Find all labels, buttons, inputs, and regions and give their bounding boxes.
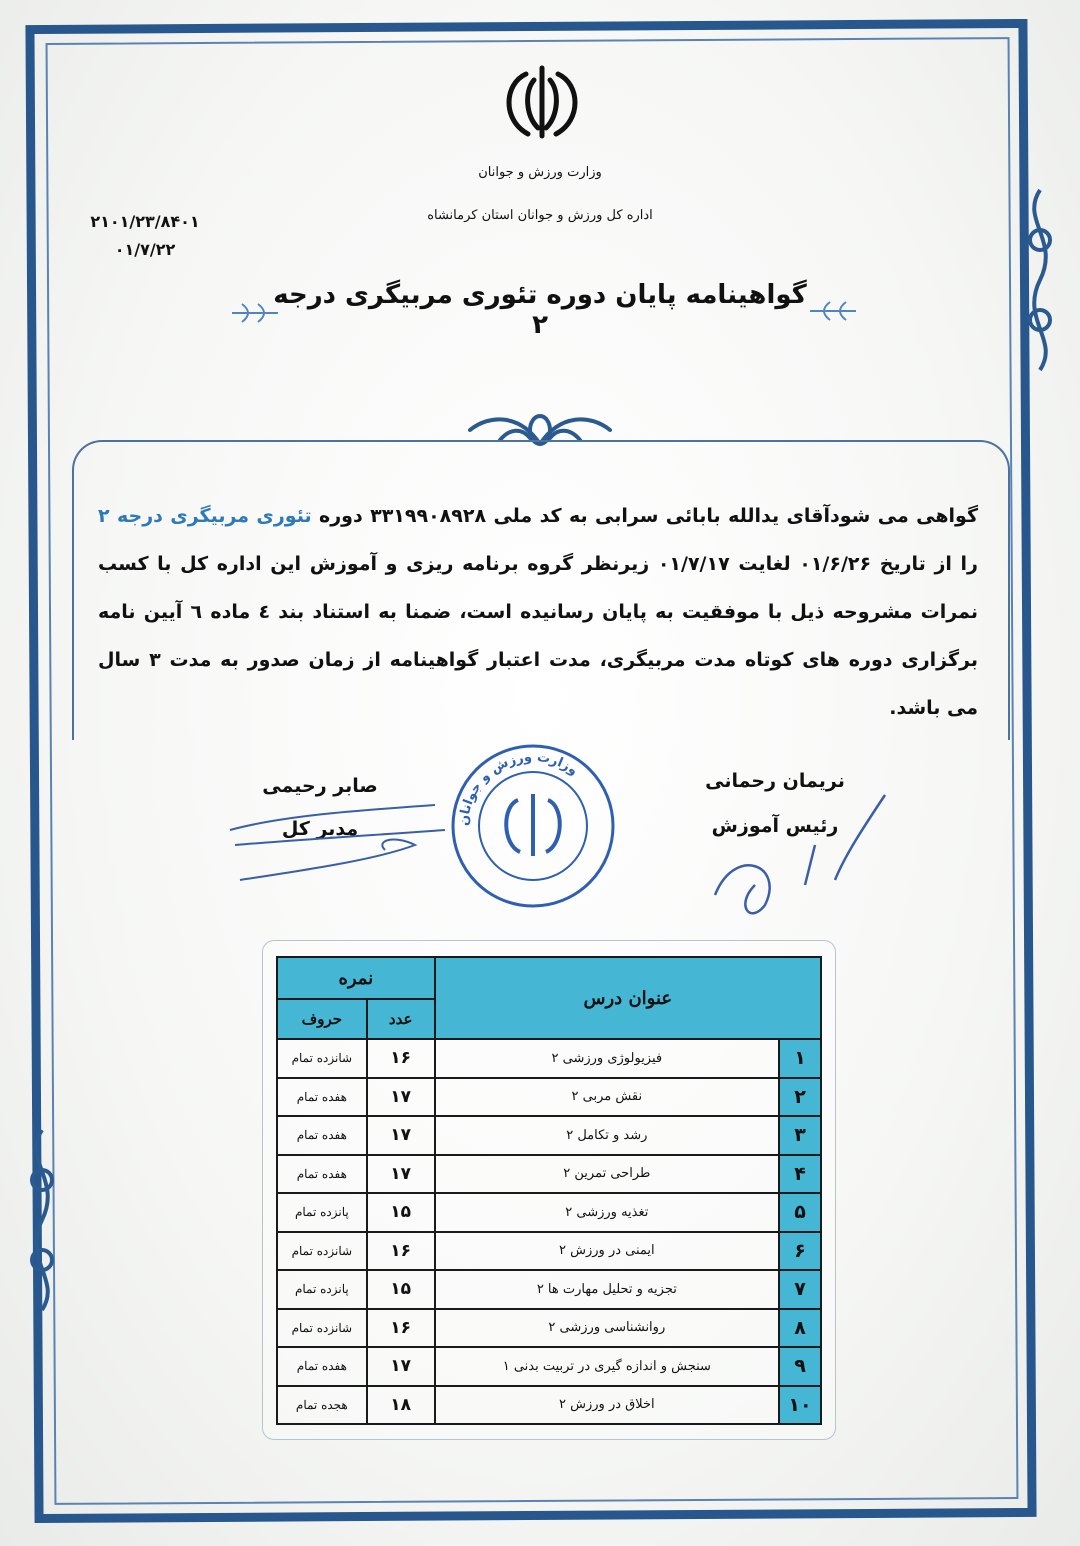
grades-table [276, 956, 822, 1425]
signer-right-title: رئیس آموزش [711, 815, 839, 837]
grade-number-cell: ۱۶ [367, 1232, 435, 1271]
grade-number-cell: ۱۷ [367, 1347, 435, 1386]
row-index: ۸ [779, 1309, 821, 1348]
grade-number-cell: ۱۶ [367, 1039, 435, 1078]
course-name-cell: نقش مربی ۲ [435, 1078, 779, 1117]
grade-words-cell: هفده تمام [277, 1116, 367, 1155]
header-grade: نمره [277, 957, 435, 999]
course-name-cell: ایمنی در ورزش ۲ [435, 1232, 779, 1271]
course-name: تئوری مربیگری درجه ۲ [98, 505, 312, 527]
left-signature-icon [225, 800, 455, 895]
signer-left-name: صابر رحیمی [262, 775, 378, 797]
grade-number-cell: ۱۷ [367, 1078, 435, 1117]
row-index: ۱ [779, 1039, 821, 1078]
office-name: اداره کل ورزش و جوانان استان کرمانشاه [427, 208, 653, 223]
left-side-ornament-icon [12, 1120, 72, 1320]
grade-number-cell: ۱۵ [367, 1193, 435, 1232]
row-index: ۷ [779, 1270, 821, 1309]
right-side-ornament-icon [1010, 180, 1070, 380]
course-name-cell: روانشناسی ورزشی ۲ [435, 1309, 779, 1348]
body-text-rest: را از تاریخ ۰۱/۶/۲۶ لغایت ۰۱/۷/۱۷ زیرنظر گروه برنامه ریزی و آموزش این اداره کل با کسب نمرات مشروحه ذیل با موفقیت به پایان رسانیده است، ضمنا به استناد بند ٤ ماده ٦ آیین نامه برگزاری دوره های کوتاه مدت مربیگری، مدت اعتبار گواهینامه از زمان صدور به مدت ۳ سال می باشد. [98, 553, 979, 719]
course-name-cell: تغذیه ورزشی ۲ [435, 1193, 779, 1232]
grade-words-cell: پانزده تمام [277, 1193, 367, 1232]
right-signature-icon [695, 785, 895, 925]
grade-words-cell: شانزده تمام [277, 1039, 367, 1078]
grade-words-cell: شانزده تمام [277, 1309, 367, 1348]
official-stamp-icon [448, 740, 618, 912]
header-grade-words: حروف [277, 999, 367, 1039]
row-index: ۹ [779, 1347, 821, 1386]
course-name-cell: سنجش و اندازه گیری در تربیت بدنی ۱ [435, 1347, 779, 1386]
table-row [277, 1347, 821, 1386]
course-name-cell: تجزیه و تحلیل مهارت ها ۲ [435, 1270, 779, 1309]
grade-number-cell: ۱۷ [367, 1116, 435, 1155]
grade-number-cell: ۱۶ [367, 1309, 435, 1348]
grade-words-cell: شانزده تمام [277, 1232, 367, 1271]
course-name-cell: طراحی تمرین ۲ [435, 1155, 779, 1194]
title-right-flourish-icon [808, 294, 858, 328]
table-row [277, 1386, 821, 1425]
svg-text:وزارت ورزش و جوانان [457, 750, 581, 827]
table-row [277, 1232, 821, 1271]
reference-date: ۰۱/۷/۲۲ [114, 240, 176, 259]
grade-number-cell: ۱۵ [367, 1270, 435, 1309]
reference-number: ۲۱۰۱/۲۳/۸۴۰۱ [90, 212, 200, 231]
grade-words-cell: پانزده تمام [277, 1270, 367, 1309]
row-index: ۶ [779, 1232, 821, 1271]
certificate-body [98, 492, 978, 732]
row-index: ۵ [779, 1193, 821, 1232]
table-row [277, 1078, 821, 1117]
stamp-text: وزارت ورزش و جوانان [456, 749, 581, 827]
table-row [277, 1309, 821, 1348]
table-row [277, 1039, 821, 1078]
course-name-cell: رشد و تکامل ۲ [435, 1116, 779, 1155]
grade-words-cell: هفده تمام [277, 1078, 367, 1117]
row-index: ۳ [779, 1116, 821, 1155]
row-index: ۱۰ [779, 1386, 821, 1425]
table-row [277, 1270, 821, 1309]
table-row [277, 1155, 821, 1194]
grade-words-cell: هفده تمام [277, 1347, 367, 1386]
ministry-name: وزارت ورزش و جوانان [478, 165, 602, 180]
table-row [277, 1193, 821, 1232]
header-course-title: عنوان درس [435, 957, 821, 1039]
table-row [277, 1116, 821, 1155]
grade-words-cell: هجده تمام [277, 1386, 367, 1425]
row-index: ۴ [779, 1155, 821, 1194]
row-index: ۲ [779, 1078, 821, 1117]
body-text-intro: گواهی می شودآقای یدالله بابائی سرابی به کد ملی ۳۳۱۹۹۰۸۹۲۸ دوره [311, 505, 978, 527]
course-name-cell: فیزیولوژی ورزشی ۲ [435, 1039, 779, 1078]
signer-right-name: نریمان رحمانی [705, 770, 845, 792]
grade-number-cell: ۱۸ [367, 1386, 435, 1425]
certificate-title: گواهینامه پایان دوره تئوری مربیگری درجه ۲ [273, 280, 807, 340]
national-emblem-icon [496, 62, 588, 142]
grade-words-cell: هفده تمام [277, 1155, 367, 1194]
course-name-cell: اخلاق در ورزش ۲ [435, 1386, 779, 1425]
grade-number-cell: ۱۷ [367, 1155, 435, 1194]
header-grade-number: عدد [367, 999, 435, 1039]
signer-left-title: مدیر کل [281, 818, 359, 840]
